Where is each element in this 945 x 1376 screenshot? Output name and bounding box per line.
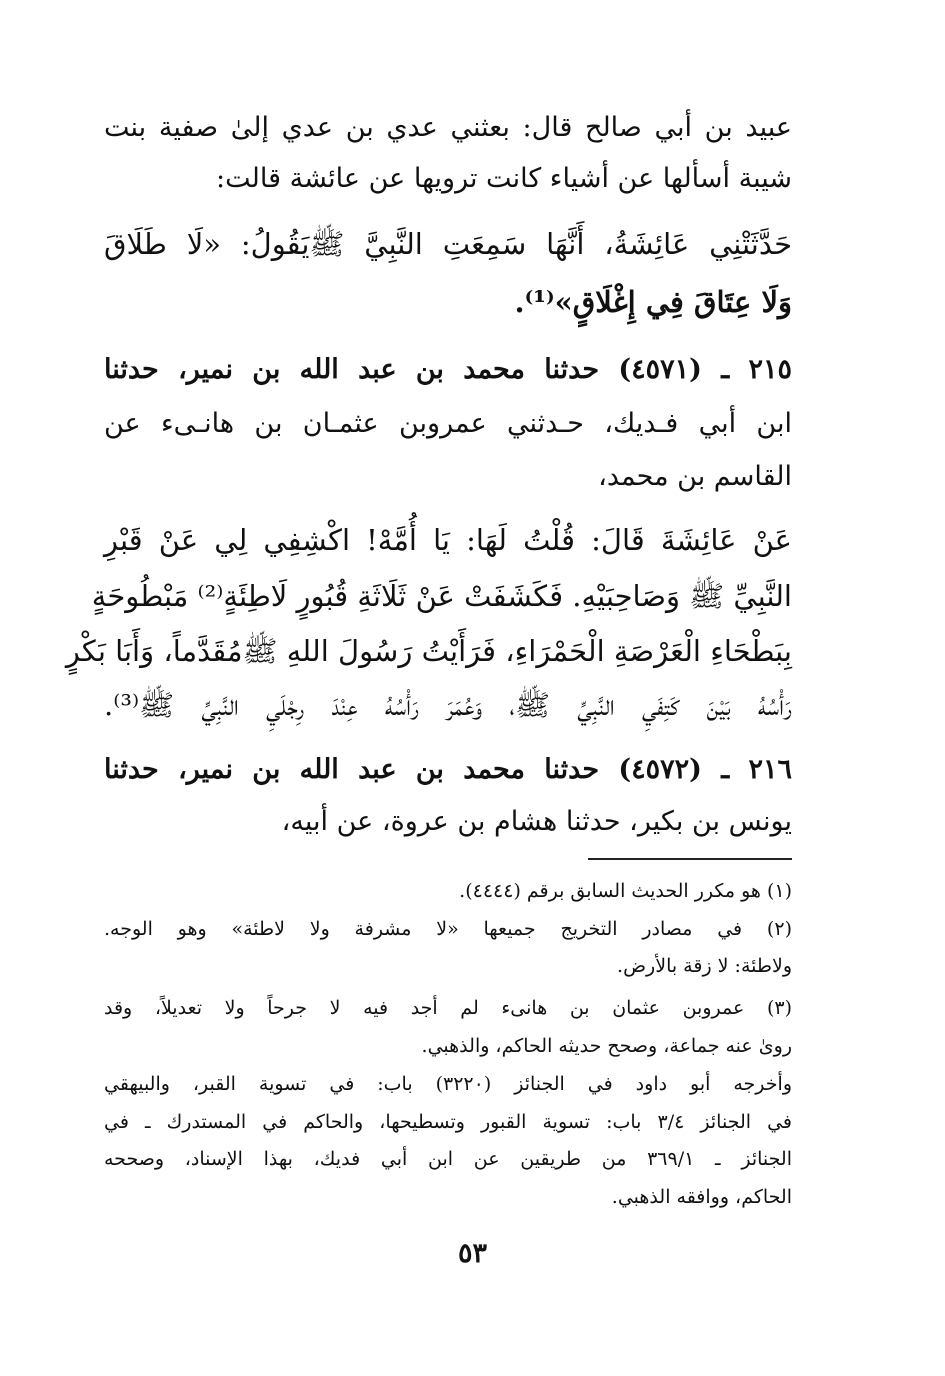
entry-215-line-3: القاسم بن محمد،	[598, 461, 792, 492]
entry-215-line-1: ٢١٥ ـ (٤٥٧١) حدثنا محمد بن عبد الله بن نمير، حدثنا	[104, 354, 792, 385]
footnote-3-line-2: روىٰ عنه جماعة، وصحح حديثه الحاكم، والذهبي.	[421, 1035, 792, 1057]
entry-215-line-2: ابن أبي فـديك، حـدثني عمروبن عثمـان بن هانـىء عن	[104, 408, 792, 439]
page-number: ٥٣	[457, 1238, 487, 1269]
footnote-3-line-3: وأخرجه أبو داود في الجنائز (٣٢٢٠) باب: في تسوية القبر، والبيهقي	[104, 1073, 792, 1095]
entry-216-line-1: ٢١٦ ـ (٤٥٧٢) حدثنا محمد بن عبد الله بن نمير، حدثنا	[104, 754, 792, 785]
hadith-2-line-1: عَنْ عَائِشَةَ قَالَ: قُلْتُ لَهَا: يَا أُمَّهْ! اكْشِفِي لِي عَنْ قَبْرِ	[104, 523, 792, 557]
footnote-1: (١) هو مكرر الحديث السابق برقم (٤٤٤٤).	[459, 880, 792, 902]
hadith-1-line-1: حَدَّثَتْنِي عَائِشَةُ، أَنَّهَا سَمِعَتِ النَّبِيَّ ﷺيَقُولُ: «لَا طَلَاقَ	[104, 227, 792, 261]
hadith-2-line-4: رَأْسُهُ بَيْنَ كَتِفَيِ النَّبِيِّ ﷺ، وَعُمَرَ رَأْسُهُ عِنْدَ رِجْلَيِ النَّبِيِّ ﷺ⁽³⁾.	[104, 688, 792, 722]
entry-216-line-2: يونس بن بكير، حدثنا هشام بن عروة، عن أبيه،	[281, 806, 792, 837]
footnote-3-line-5: الجنائز ـ ٣٦٩/١ من طريقين عن ابن أبي فديك، بهذا الإسناد، وصححه	[104, 1148, 792, 1170]
hadith-2-line-3: بِبَطْحَاءِ الْعَرْصَةِ الْحَمْرَاءِ، فَرَأَيْتُ رَسُولَ اللهِ ﷺمُقَدَّماً، وَأَبَا بَكْرٍ	[65, 634, 792, 668]
footnote-3-line-4: في الجنائز ٣/٤ باب: تسوية القبور وتسطيحها، والحاكم في المستدرك ـ في	[104, 1111, 793, 1133]
footnote-3-line-1: (٣) عمروبن عثمان بن هانىء لم أجد فيه لا جرحاً ولا تعديلاً، وقد	[104, 997, 792, 1019]
footnote-separator	[588, 858, 792, 860]
footnote-3-line-6: الحاكم، ووافقه الذهبي.	[611, 1186, 792, 1208]
intro-line-1: عبيد بن أبي صالح قال: بعثني عدي بن عدي إلىٰ صفية بنت	[104, 112, 792, 143]
hadith-2-line-2: النَّبِيِّ ﷺ وَصَاحِبَيْهِ. فَكَشَفَتْ عَنْ ثَلَاثَةِ قُبُورٍ لَاطِئَةٍ⁽²⁾ مَبْطُوحَةٍ	[91, 579, 792, 613]
hadith-1-line-2: وَلَا عِتَاقَ فِي إِغْلَاقٍ»⁽¹⁾.	[514, 285, 792, 319]
intro-line-2: شيبة أسألها عن أشياء كانت ترويها عن عائشة قالت:	[216, 163, 792, 194]
footnote-2-line-1: (٢) في مصادر التخريج جميعها «لا مشرفة ولا لاطئة» وهو الوجه.	[104, 918, 792, 940]
footnote-2-line-2: ولاطئة: لا زقة بالأرض.	[617, 955, 792, 977]
